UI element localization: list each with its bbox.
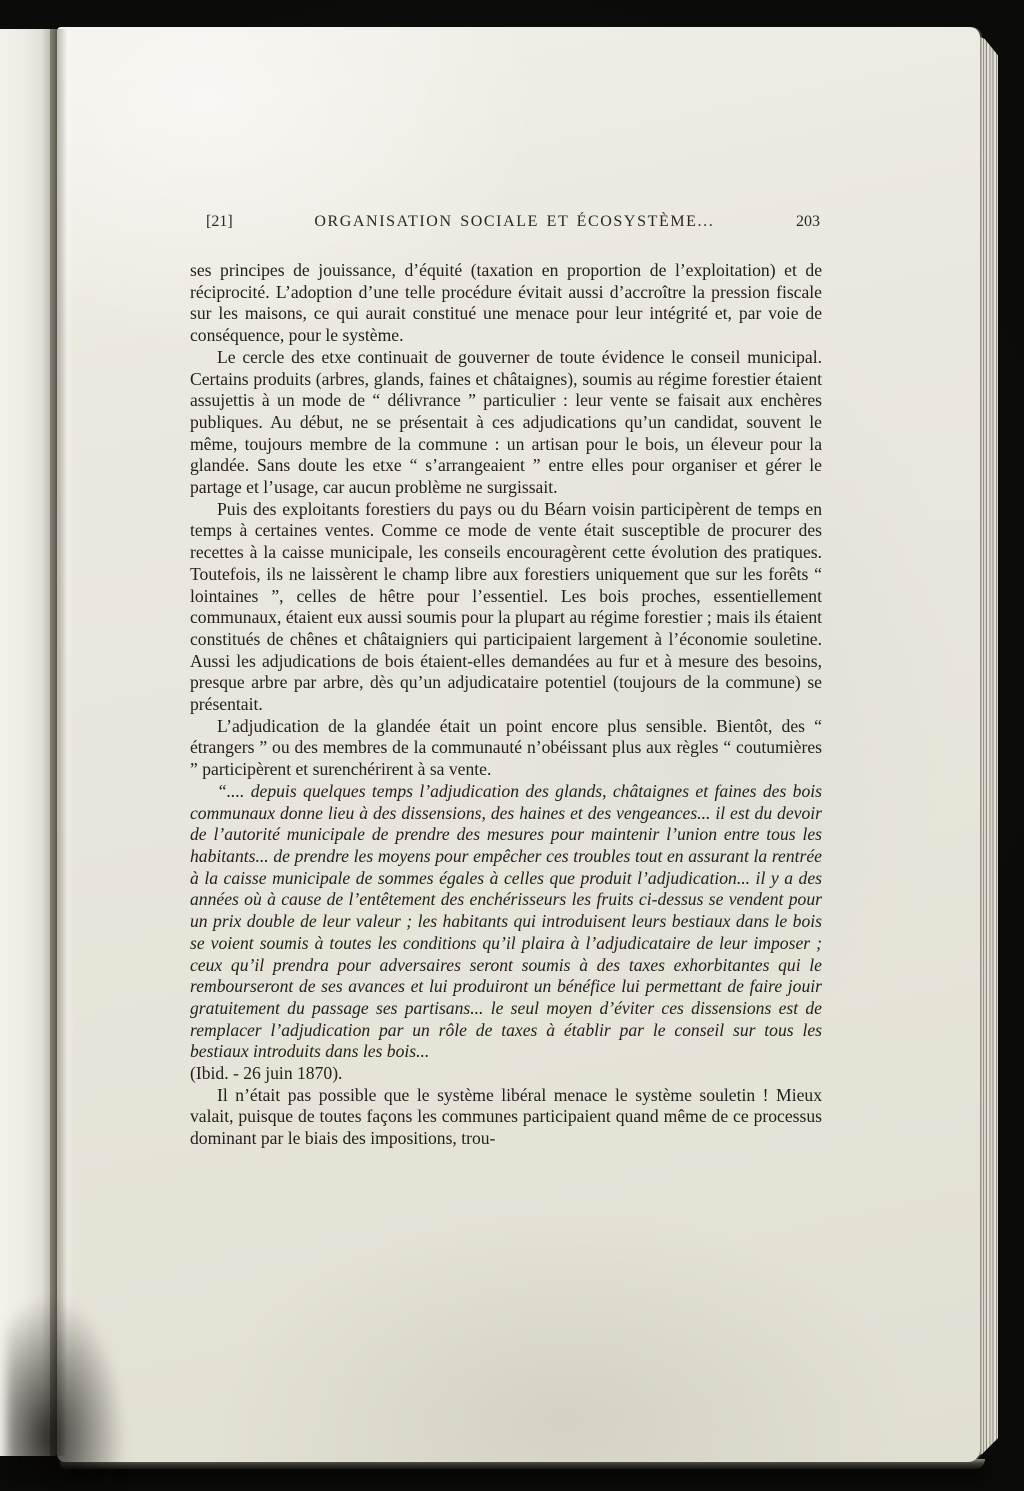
block-quote (190, 781, 822, 1063)
page-content (190, 213, 822, 1150)
paragraph: ses principes de jouissance, d’équité (taxation en proportion de l’exploitation) et de réciprocité. L’adoption d’une telle procédure évitait aussi d’accroître la pression fiscale sur les maisons, ce qui aurait constitué une menace pour leur intégrité et, par voie de conséquence, pour le système. (190, 260, 822, 346)
article-ref-number: [21] (206, 213, 233, 230)
paragraph: L’adjudication de la glandée était un point encore plus sensible. Bientôt, des “ étrangers ” ou des membres de la communauté n’obéissant plus aux règles “ coutumières ” participèrent et surenchérirent à sa vente. (190, 715, 822, 780)
running-title: ORGANISATION SOCIALE ET ÉCOSYSTÈME... (314, 213, 715, 230)
page-number: 203 (796, 213, 820, 230)
quote-text: “.... depuis quelques temps l’adjudication des glands, châtaignes et faines des bois communaux donne lieu à des dissensions, des haines et des vengeances... il est du devoir de l’autorité municipale de prendre des mesures pour maintenir l’union entre tous les habitants... de prendre les moyens pour empêcher ces troubles tout en assurant la rentrée à la caisse municipale de sommes égales à celles que produit l’adjudication... il y a des années où à cause de l’entêtement des enchérisseurs les fruits ci-dessus se vendent pour un prix double de leur valeur ; les habitants qui introduisent leurs bestiaux dans le bois se voient soumis à toutes les conditions qu’il plaira à l’adjudicataire de leur imposer ; ceux qu’il prendra pour adversaires seront soumis à des taxes exhorbitantes qui le rembourseront de ses avances et lui produiront un bénéfice lui permettant de faire jouir gratuitement du passage ses partisans... le seul moyen d’éviter ces dissensions est de remplacer l’adjudication par un rôle de taxes à établir par le conseil sur tous les bestiaux introduits dans les bois... (190, 780, 822, 1062)
citation: (Ibid. - 26 juin 1870). (190, 1063, 343, 1084)
book-page (57, 27, 980, 1462)
paragraph: Il n’était pas possible que le système libéral menace le système souletin ! Mieux valait, puisque de toutes façons les communes participaient quand même de ce processus dominant par le biais des impositions, trou- (190, 1084, 822, 1149)
facing-page-edge (0, 29, 59, 1456)
paragraph: Le cercle des etxe continuait de gouverner de toute évidence le conseil municipal. Certains produits (arbres, glands, faines et châtaignes), soumis au régime forestier étaient assujettis à un mode de “ délivrance ” particulier : leur vente se faisait aux enchères publiques. Au début, ne se présentait à ces adjudications qu’un candidat, souvent le même, toujours membre de la commune : un artisan pour le bois, un éleveur pour la glandée. Sans doute les etxe “ s’arrangeaient ” entre elles pour organiser et gérer le partage et l’usage, car aucun problème ne surgissait. (190, 346, 822, 498)
paragraph: Puis des exploitants forestiers du pays ou du Béarn voisin participèrent de temps en temps à certaines ventes. Comme ce mode de vente était susceptible de procurer des recettes à la caisse municipale, les conseils encouragèrent cette évolution des pratiques. Toutefois, ils ne laissèrent le champ libre aux forestiers uniquement que sur les forêts “ lointaines ”, celles de hêtre pour l’essentiel. Les bois proches, essentiellement communaux, étaient eux aussi soumis pour la plupart au régime forestier ; mais ils étaient constitués de chênes et châtaigniers qui participaient largement à l’économie souletine. Aussi les adjudications de bois étaient-elles demandées au fur et à mesure des besoins, presque arbre par arbre, dès qu’un adjudicataire potentiel (toujours de la commune) se présentait. (190, 498, 822, 715)
running-head (190, 213, 822, 231)
article-body (190, 260, 822, 1150)
